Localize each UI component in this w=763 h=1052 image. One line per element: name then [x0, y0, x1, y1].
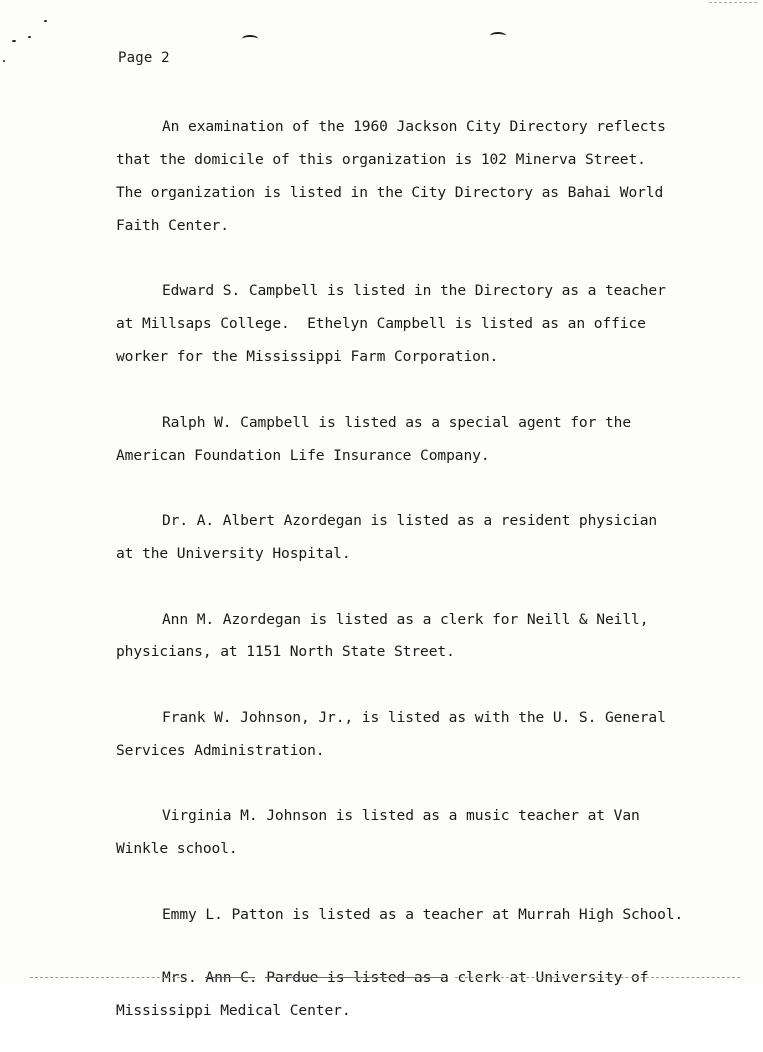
text-line: Frank W. Johnson, Jr., is listed as with the U. S. General: [162, 708, 666, 726]
paragraph: [116, 267, 716, 382]
text-line: Mrs. Ann C. Pardue is listed as a clerk at University of: [162, 969, 649, 987]
text-line: Dr. A. Albert Azordegan is listed as a resident physician: [162, 512, 658, 530]
paragraph: [116, 398, 716, 480]
text-line: Winkle school.: [116, 840, 238, 858]
text-line: Virginia M. Johnson is listed as a music teacher at Van: [162, 807, 640, 825]
text-line: at Millsaps College. Ethelyn Campbell is listed as an office: [116, 315, 646, 333]
scan-mark: [490, 32, 506, 40]
scan-speck: [12, 40, 16, 42]
paragraph: [116, 595, 716, 677]
paragraph: [116, 890, 716, 939]
text-line: American Foundation Life Insurance Company.: [116, 446, 490, 464]
text-line: Services Administration.: [116, 741, 325, 759]
text-line: The organization is listed in the City Directory as Bahai World: [116, 184, 664, 202]
text-line: Mississippi Medical Center.: [116, 1001, 351, 1019]
text-line: Emmy L. Patton is listed as a teacher at Murrah High School.: [162, 905, 684, 923]
scan-edge-mark: [30, 977, 180, 978]
text-line: Ann M. Azordegan is listed as a clerk for Neill & Neill,: [162, 610, 649, 628]
paragraph: [116, 954, 716, 1036]
scan-mark: [242, 35, 258, 43]
scan-edge-mark: [590, 977, 740, 978]
scan-edge-mark: [205, 977, 255, 978]
paragraph: [116, 497, 716, 579]
text-line: An examination of the 1960 Jackson City Directory reflects: [162, 118, 666, 136]
scan-edge-mark: [709, 2, 757, 3]
scan-speck: [3, 60, 5, 62]
text-line: physicians, at 1151 North State Street.: [116, 643, 455, 661]
scan-edge-mark: [455, 977, 575, 978]
scan-edge-mark: [265, 977, 445, 978]
text-line: that the domicile of this organization is 102 Minerva Street.: [116, 151, 646, 169]
text-line: Ralph W. Campbell is listed as a special agent for the: [162, 413, 632, 431]
paragraph: [116, 103, 716, 251]
scan-speck: [44, 20, 47, 22]
text-line: worker for the Mississippi Farm Corporation.: [116, 348, 499, 366]
page-number-header: Page 2: [118, 50, 170, 66]
paragraph: [116, 694, 716, 776]
document-body: [116, 103, 716, 1052]
text-line: Edward S. Campbell is listed in the Directory as a teacher: [162, 282, 666, 300]
text-line: Faith Center.: [116, 216, 229, 234]
paragraph: [116, 792, 716, 874]
scan-speck: [28, 36, 31, 38]
text-line: at the University Hospital.: [116, 544, 351, 562]
